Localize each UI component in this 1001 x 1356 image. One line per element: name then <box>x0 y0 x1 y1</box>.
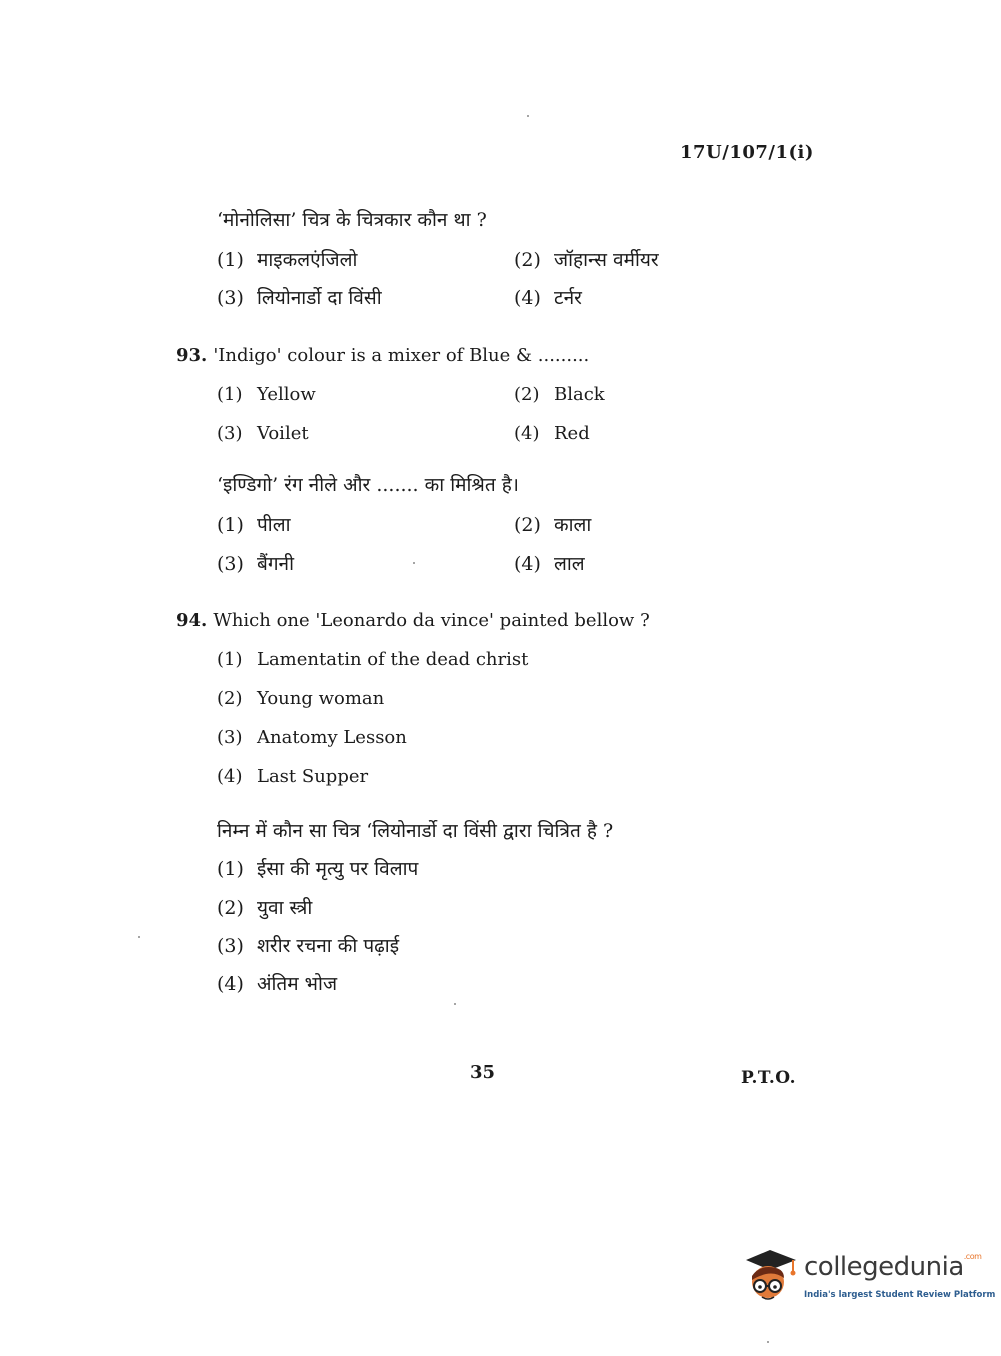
option-text: Last Supper <box>257 766 369 787</box>
q94-option-2-hi <box>217 894 312 920</box>
q94-option-1-hi <box>217 855 418 881</box>
q94-option-3-en <box>217 727 407 748</box>
q94-option-4-hi <box>217 970 337 996</box>
option-text: शरीर रचना की पढ़ाई <box>257 935 400 957</box>
option-text: Voilet <box>257 423 309 444</box>
option-number: (3) <box>217 423 243 444</box>
option-text: Yellow <box>257 384 316 405</box>
option-text: Red <box>554 423 590 444</box>
option-text: टर्नर <box>554 287 582 309</box>
option-text: Black <box>554 384 605 405</box>
pto-label: P.T.O. <box>741 1068 796 1088</box>
option-number: (4) <box>514 423 540 444</box>
option-number: (2) <box>514 514 541 536</box>
option-text: अंतिम भोज <box>257 973 338 995</box>
option-text: Young woman <box>257 688 385 709</box>
option-number: (2) <box>217 897 244 919</box>
q92-question-hi: ‘मोनोलिसा’ चित्र के चित्रकार कौन था ? <box>217 209 487 231</box>
option-text: ईसा की मृत्यु पर विलाप <box>257 858 419 880</box>
option-text: जॉहान्स वर्मीयर <box>554 249 659 271</box>
mascot-icon <box>740 1246 800 1308</box>
option-number: (1) <box>217 249 244 271</box>
option-number: (2) <box>514 384 540 405</box>
paper-code: 17U/107/1(i) <box>680 142 814 163</box>
option-text: Anatomy Lesson <box>257 727 407 748</box>
collegedunia-logo[interactable] <box>740 1246 996 1316</box>
option-text: काला <box>554 514 592 536</box>
q93-question-en <box>176 345 589 366</box>
q94-question-en <box>176 610 650 631</box>
q94-question-hi: निम्न में कौन सा चित्र ‘लियोनार्डो दा विंसी द्वारा चित्रित है ? <box>217 820 614 842</box>
option-number: (1) <box>217 649 243 670</box>
option-number: (4) <box>514 287 541 309</box>
q93-option-2-hi <box>514 511 591 537</box>
q94-option-4-en <box>217 766 368 787</box>
logo-suffix: .com <box>963 1252 982 1261</box>
option-text: लियोनार्डो दा विंसी <box>257 287 382 309</box>
option-text: बैंगनी <box>257 553 295 575</box>
option-text: Lamentatin of the dead christ <box>257 649 529 670</box>
logo-tagline: India's largest Student Review Platform <box>804 1290 996 1300</box>
option-number: (4) <box>514 553 541 575</box>
q93-option-3-hi <box>217 550 294 576</box>
option-number: (3) <box>217 935 244 957</box>
scan-speck <box>767 1341 769 1343</box>
option-number: (2) <box>514 249 541 271</box>
page-number: 35 <box>470 1062 496 1083</box>
option-text: लाल <box>554 553 585 575</box>
option-number: (1) <box>217 858 244 880</box>
logo-wordmark <box>804 1252 981 1282</box>
option-number: (1) <box>217 514 244 536</box>
q92-option-2-hi <box>514 246 659 272</box>
scan-speck <box>413 562 415 564</box>
q93-option-3-en <box>217 423 309 444</box>
scan-speck <box>454 1003 456 1005</box>
option-number: (2) <box>217 688 243 709</box>
q92-option-4-hi <box>514 284 582 310</box>
q93-option-2-en <box>514 384 605 405</box>
option-number: (4) <box>217 766 243 787</box>
logo-name: collegedunia <box>804 1252 964 1282</box>
q93-question-hi: ‘इण्डिगो’ रंग नीले और ....... का मिश्रित है। <box>217 474 520 496</box>
q92-option-3-hi <box>217 284 382 310</box>
q92-option-1-hi <box>217 246 357 272</box>
option-text: माइकलएंजिलो <box>257 249 358 271</box>
scan-speck <box>527 115 529 117</box>
question-number: 94. <box>176 610 208 631</box>
question-text: Which one 'Leonardo da vince' painted bellow ? <box>213 610 650 631</box>
option-number: (4) <box>217 973 244 995</box>
q93-option-4-en <box>514 423 590 444</box>
q93-option-1-en <box>217 384 316 405</box>
question-number: 93. <box>176 345 208 366</box>
option-number: (3) <box>217 553 244 575</box>
q93-option-4-hi <box>514 550 585 576</box>
q94-option-1-en <box>217 649 528 670</box>
option-number: (1) <box>217 384 243 405</box>
option-text: पीला <box>257 514 291 536</box>
option-number: (3) <box>217 287 244 309</box>
scan-speck <box>138 936 140 938</box>
question-text: 'Indigo' colour is a mixer of Blue & ......... <box>213 345 590 366</box>
q93-option-1-hi <box>217 511 291 537</box>
q94-option-3-hi <box>217 932 399 958</box>
option-text: युवा स्त्री <box>257 897 313 919</box>
q94-option-2-en <box>217 688 384 709</box>
option-number: (3) <box>217 727 243 748</box>
